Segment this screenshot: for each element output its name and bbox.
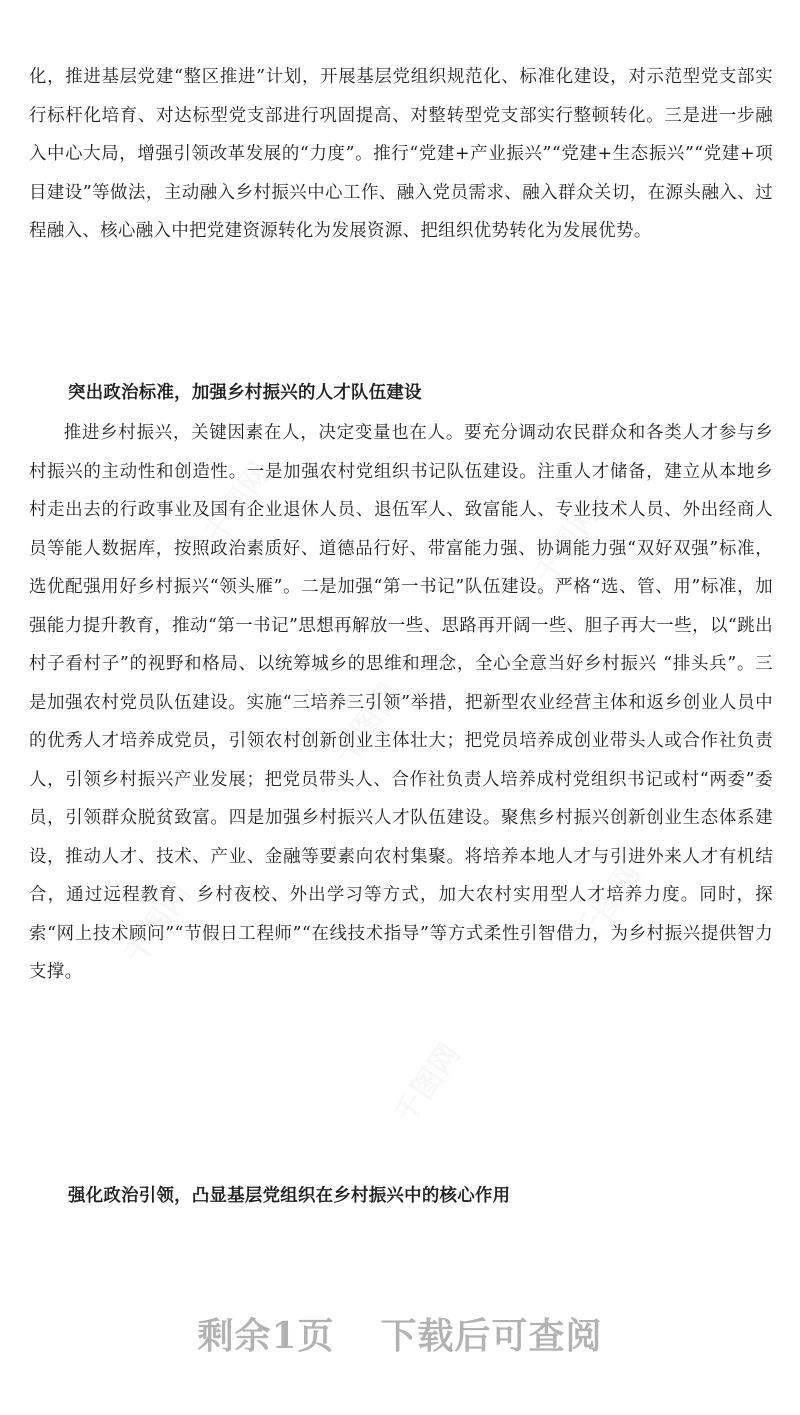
watermark: 千图网: [327, 677, 409, 771]
watermark: 千图网: [117, 877, 199, 971]
watermark: 千图网: [567, 857, 649, 951]
download-prompt-banner[interactable]: [0, 1308, 800, 1359]
remaining-pages-label: 剩余1页: [197, 1315, 335, 1357]
watermark: 千图网: [527, 497, 609, 591]
body-paragraph: 推进乡村振兴，关键因素在人，决定变量也在人。要充分调动农民群众和各类人才参与乡村振兴的主动性和创造性。一是加强农村党组织书记队伍建设。注重人才储备，建立从本地乡村走出去的行政事业及国有企业退休人员、退伍军人、致富能人、专业技术人员、外出经商人员等能人数据库，按照政治素质好、道德品行好、带富能力强、协调能力强“双好双强”标准，选优配强用好乡村振兴“领头雁”。二是加强“第一书记”队伍建设。严格“选、管、用”标准，加强能力提升教育，推动“第一书记”思想再解放一些、思路再开阔一些、胆子再大一些，以“跳出村子看村子”的视野和格局、以统筹城乡的思维和理念，全心全意当好乡村振兴 “排头兵”。三是加强农村党员队伍建设。实施“三培养三引领”举措，把新型农业经营主体和返乡创业人员中的优秀人才培养成党员，引领农村创新创业主体壮大；把党员培养成创业带头人或合作社负责人，引领乡村振兴产业发展；把党员带头人、合作社负责人培养成村党组织书记或村“两委”委员，引领群众脱贫致富。四是加强乡村振兴人才队伍建设。聚焦乡村振兴创新创业生态体系建设，推动人才、技术、产业、金融等要素向农村集聚。将培养本地人才与引进外来人才有机结合，通过远程教育、乡村夜校、外出学习等方式，加大农村实用型人才培养力度。同时，探索“网上技术顾问”“节假日工程师”“在线技术指导”等方式柔性引智借力，为乡村振兴提供智力支撑。: [29, 423, 773, 982]
section-heading: 突出政治标准，加强乡村振兴的人才队伍建设: [68, 383, 422, 403]
body-paragraph: 化，推进基层党建“整区推进”计划，开展基层党组织规范化、标准化建设，对示范型党支部实行标杆化培育、对达标型党支部进行巩固提高、对整转型党支部实行整顿转化。三是进一步融入中心大局，增强引领改革发展的“力度”。推行“党建+产业振兴”“党建+生态振兴”“党建+项目建设”等做法，主动融入乡村振兴中心工作、融入党员需求、融入群众关切，在源头融入、过程融入、核心融入中把党建资源转化为发展资源、把组织优势转化为发展优势。: [29, 67, 773, 241]
watermark: 千图网: [387, 1037, 469, 1131]
watermark: 千图网: [197, 457, 279, 551]
section-heading: 强化政治引领，凸显基层党组织在乡村振兴中的核心作用: [68, 1186, 511, 1206]
download-to-read-label: 下载后可查阅: [380, 1315, 603, 1357]
